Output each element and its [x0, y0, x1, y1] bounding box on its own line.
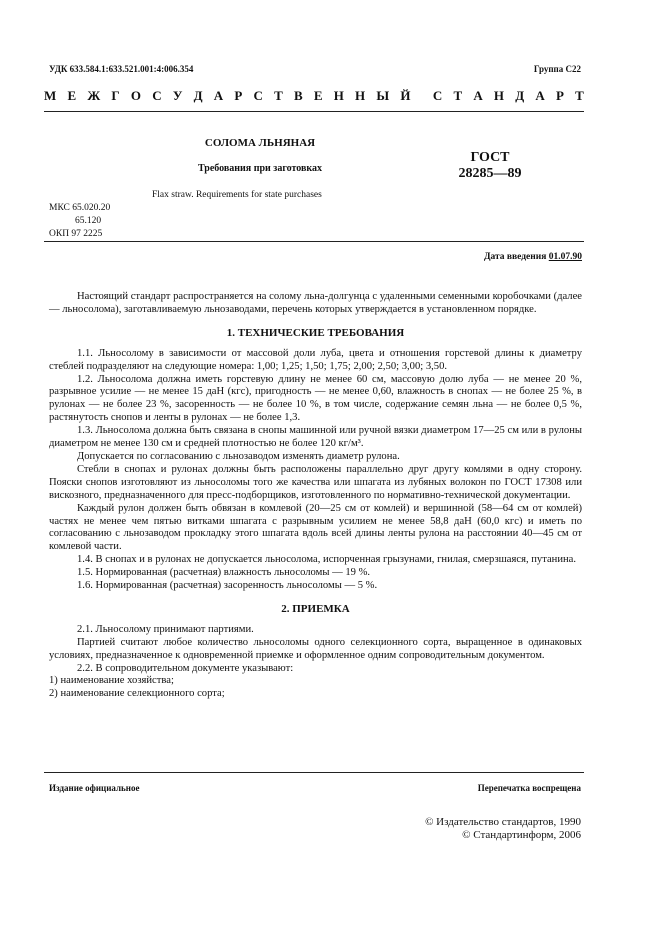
banner-letter: Ж — [87, 88, 101, 103]
document-subtitle: Требования при заготовках — [197, 163, 323, 174]
title-rule — [44, 241, 584, 242]
paragraph: 1.6. Нормированная (расчетная) засоренность льносоломы — 5 %. — [77, 580, 378, 592]
paragraph: Партией считают любое количество льносоломы одного селекционного сорта, выращенное в одинаковых условиях, предназначенное к одновременной приемке и оформленное одним сопроводительным документом. — [49, 636, 582, 661]
paragraph: 1.4. В снопах и в рулонах не допускается льносолома, испорченная грызунами, гнилая, смерзшаяся, путанина. — [77, 554, 577, 566]
section-2-heading: 2. ПРИЕМКА — [281, 602, 350, 615]
banner-letter: Е — [313, 88, 323, 103]
banner-letter: А — [535, 88, 545, 103]
mks-code-2: 65.120 — [75, 216, 102, 226]
copyright-line-2: © Стандартинформ, 2006 — [462, 829, 581, 841]
list-item: 1) наименование хозяйства; — [49, 675, 174, 687]
english-title: Flax straw. Requirements for state purchases — [152, 190, 322, 200]
banner-letter: Н — [493, 88, 505, 103]
paragraph: 2.2. В сопроводительном документе указывают: — [77, 662, 294, 674]
banner-letter: Т — [575, 88, 584, 103]
paragraph: 1.3. Льносолома должна быть связана в снопы машинной или ручной вязки диаметром 17—25 см или в рулоны диаметром не менее 130 см и средней плотностью не более 120 кг/м³. — [49, 425, 582, 450]
banner-letter: Д — [193, 88, 203, 103]
footer-rule — [44, 772, 584, 773]
banner-letter: М — [44, 88, 57, 103]
copyright-line-1: © Издательство стандартов, 1990 — [425, 816, 581, 828]
document-title: СОЛОМА ЛЬНЯНАЯ — [204, 137, 316, 149]
banner-letter: Ы — [376, 88, 390, 103]
paragraph: 1.2. Льносолома должна иметь горстевую длину не менее 60 см, массовую долю луба — не менее 20 %, разрывное усилие — не менее 15 даН (кгс), пригодность — не менее 0,60, влажность в снопах — не более 25 %, в рулонах — не более 23 %, засоренность — не более 10 %, в том числе, содержание семян льна — не более 0,5 %, растянутость снопов и ленты в рулонах — не более 1,3. — [49, 373, 582, 424]
banner-letter: Р — [234, 88, 243, 103]
section-1-heading: 1. ТЕХНИЧЕСКИЕ ТРЕБОВАНИЯ — [226, 326, 405, 339]
paragraph: 1.5. Нормированная (расчетная) влажность льносоломы — 19 %. — [77, 567, 371, 579]
document-body — [49, 291, 582, 701]
banner-letter: А — [213, 88, 224, 103]
banner-letter: Е — [67, 88, 77, 103]
banner-letter: Н — [355, 88, 366, 103]
banner-letter: Й — [400, 88, 411, 103]
banner-letter: Р — [556, 88, 564, 103]
date-value: 01.07.90 — [548, 252, 582, 262]
intro-paragraph: Настоящий стандарт распространяется на солому льна-долгунца с удаленными семенными коробочками (далее — льносолома), заготавливаемую льнозаводами, перечень которых утверждается в установленном порядке. — [49, 291, 582, 315]
interstate-standard-banner — [44, 88, 584, 104]
banner-letter: С — [432, 88, 443, 103]
copyright — [425, 816, 581, 842]
okp-code: ОКП 97 2225 — [49, 229, 103, 239]
banner-letter: В — [293, 88, 303, 103]
gost-label: ГОСТ — [470, 150, 510, 165]
banner-letter: А — [473, 88, 483, 103]
date-label: Дата введения — [483, 252, 547, 262]
banner-letter: Н — [333, 88, 344, 103]
gost-number: 28285—89 — [458, 166, 522, 181]
paragraph: Каждый рулон должен быть обвязан в комлевой (20—25 см от комлей) и вершинной (58—64 см от комлей) частях не менее чем пятью витками шпагата с разрывным усилием не менее 58,8 даН (60,0 кгс) и иметь по согласованию с льнозаводом прокладку этого шпагата вдоль всей длины ленты рулона на расстоянии 40—45 см от комлевой части. — [49, 502, 582, 553]
mks-code: МКС 65.020.20 — [49, 203, 111, 213]
udk-code: УДК 633.584.1:633.521.001:4:006.354 — [49, 64, 194, 74]
paragraph: Стебли в снопах и рулонах должны быть расположены параллельно друг другу комлями в одну сторону. Пояски снопов изготовляют из льносоломы того же качества или шпагата из лубяных волокон по ГОСТ 17308 или вискозного, предназначенного для пресс-подборщиков, изготовленного по нормативно-технической документации. — [49, 463, 582, 501]
banner-letter: О — [130, 88, 142, 103]
banner-letter: Д — [515, 88, 525, 103]
classification-codes — [49, 202, 110, 241]
paragraph: 2.1. Льносолому принимают партиями. — [77, 623, 254, 635]
banner-letter: С — [152, 88, 162, 103]
effective-date — [484, 252, 582, 262]
header-rule — [44, 111, 584, 112]
reprint-prohibited: Перепечатка воспрещена — [477, 783, 581, 793]
banner-letter: Т — [453, 88, 463, 103]
banner-letter: У — [172, 88, 183, 103]
banner-letter: С — [253, 88, 263, 103]
banner-letter: Т — [274, 88, 283, 103]
paragraph: Допускается по согласованию с льнозаводом изменять диаметр рулона. — [77, 450, 400, 462]
group-code: Группа С22 — [533, 64, 581, 74]
gost-designation — [430, 150, 550, 182]
banner-letter: Г — [111, 88, 120, 103]
official-edition: Издание официальное — [49, 783, 140, 793]
list-item: 2) наименование селекционного сорта; — [49, 688, 225, 700]
paragraph: 1.1. Льносолому в зависимости от массовой доли луба, цвета и отношения горстевой длины к диаметру стеблей подразделяют на следующие номера: 1,00; 1,25; 1,50; 1,75; 2,00; 2,50; 3,00; 3,50. — [49, 347, 582, 372]
